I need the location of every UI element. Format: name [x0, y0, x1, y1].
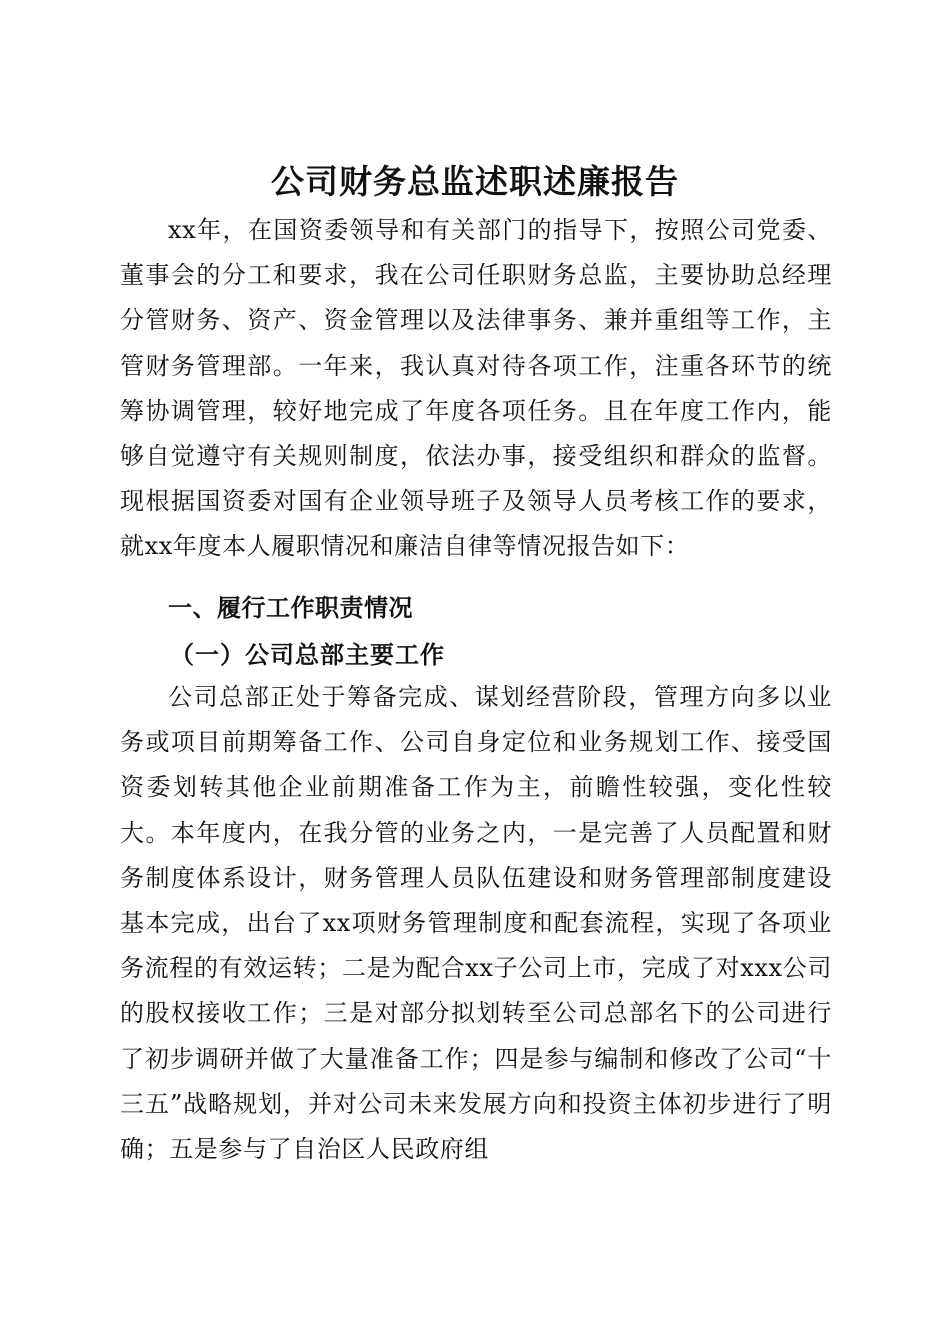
intro-paragraph: xx年，在国资委领导和有关部门的指导下，按照公司党委、董事会的分工和要求，我在公司任职财务总监，主要协助总经理分管财务、资产、资金管理以及法律事务、兼并重组等工作，主管财务管理部。一年来，我认真对待各项工作，注重各环节的统筹协调管理，较好地完成了年度各项任务。且在年度工作内，能够自觉遵守有关规则制度，依法办事，接受组织和群众的监督。现根据国资委对国有企业领导班子及领导人员考核工作的要求，就xx年度本人履职情况和廉洁自律等情况报告如下： [120, 216, 832, 561]
subsection-heading: （一）公司总部主要工作 [170, 640, 445, 669]
document-title: 公司财务总监述职述廉报告 [271, 162, 679, 202]
section-heading: 一、履行工作职责情况 [168, 594, 413, 622]
subsection-paragraph: 公司总部正处于筹备完成、谋划经营阶段，管理方向多以业务或项目前期筹备工作、公司自身定位和业务规划工作、接受国资委划转其他企业前期准备工作为主，前瞻性较强，变化性较大。本年度内，在我分管的业务之内，一是完善了人员配置和财务制度体系设计，财务管理人员队伍建设和财务管理部制度建设基本完成，出台了xx项财务管理制度和配套流程，实现了各项业务流程的有效运转；二是为配合xx子公司上市，完成了对xxx公司的股权接收工作；三是对部分拟划转至公司总部名下的公司进行了初步调研并做了大量准备工作；四是参与编制和修改了公司“十三五”战略规划，并对公司未来发展方向和投资主体初步进行了明确；五是参与了自治区人民政府组 [120, 683, 832, 1164]
